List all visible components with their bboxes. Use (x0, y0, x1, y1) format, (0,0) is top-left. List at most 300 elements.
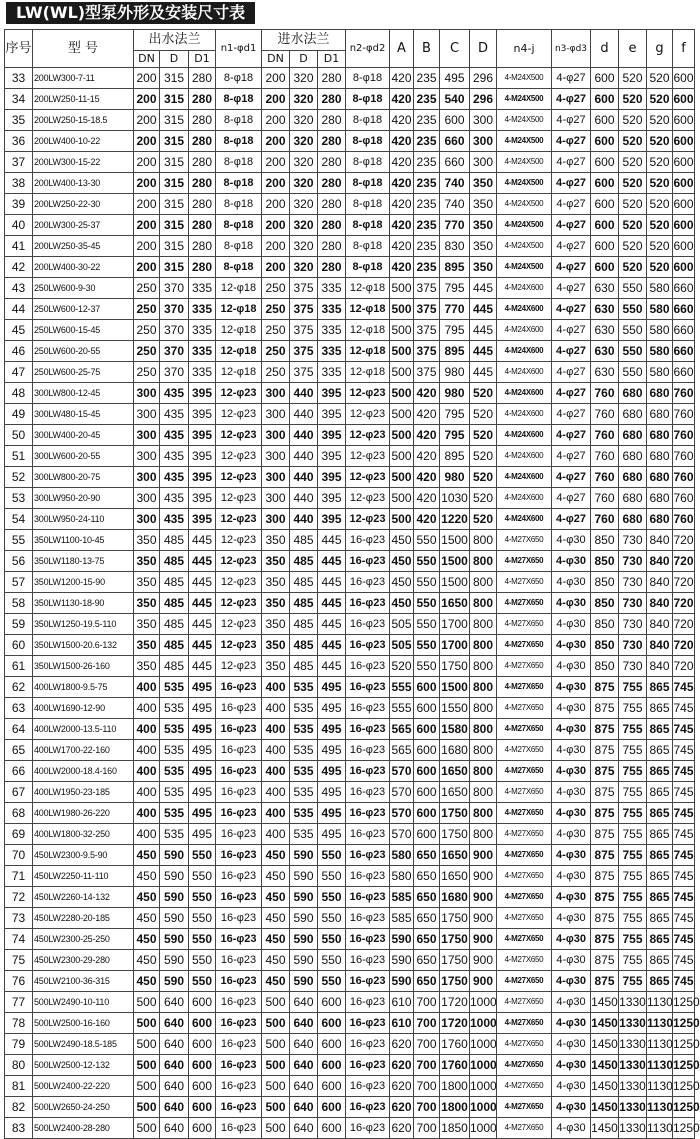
cell-g: 840 (647, 656, 673, 677)
cell-seq: 68 (5, 803, 33, 824)
cell-outlet-d: 370 (160, 341, 189, 362)
cell-b: 375 (414, 341, 440, 362)
cell-model: 500LW2400-22-220 (33, 1076, 134, 1097)
cell-outlet-dn: 400 (134, 761, 160, 782)
cell-n4: 4-M24X600 (497, 299, 552, 320)
cell-outlet-d: 640 (160, 1097, 189, 1118)
cell-n3: 4-φ27 (552, 341, 591, 362)
cell-n2: 16-φ23 (346, 740, 390, 761)
cell-g: 865 (647, 782, 673, 803)
cell-n2: 16-φ23 (346, 572, 390, 593)
table-row (5, 782, 695, 803)
cell-n2: 12-φ18 (346, 341, 390, 362)
cell-seq: 76 (5, 971, 33, 992)
cell-inlet-d1: 445 (318, 614, 346, 635)
cell-seq: 45 (5, 320, 33, 341)
cell-inlet-d1: 280 (318, 110, 346, 131)
table-row (5, 299, 695, 320)
cell-n4: 4-M24X500 (497, 131, 552, 152)
cell-n3: 4-φ30 (552, 866, 591, 887)
cell-n3: 4-φ30 (552, 677, 591, 698)
cell-a: 505 (390, 635, 414, 656)
cell-outlet-d: 315 (160, 131, 189, 152)
cell-model: 350LW1130-18-90 (33, 593, 134, 614)
cell-d: 445 (470, 341, 497, 362)
cell-d-small: 1450 (591, 1097, 619, 1118)
cell-d-small: 600 (591, 194, 619, 215)
cell-n2: 16-φ23 (346, 824, 390, 845)
cell-n4: 4-M27X650 (497, 845, 552, 866)
cell-d: 520 (470, 425, 497, 446)
cell-outlet-dn: 400 (134, 719, 160, 740)
cell-inlet-dn: 250 (262, 320, 290, 341)
cell-inlet-dn: 400 (262, 824, 290, 845)
cell-inlet-d: 320 (290, 215, 318, 236)
cell-inlet-d: 320 (290, 131, 318, 152)
cell-n2: 16-φ23 (346, 530, 390, 551)
cell-d-small: 1450 (591, 1013, 619, 1034)
cell-n4: 4-M27X650 (497, 929, 552, 950)
cell-g: 1130 (647, 1097, 673, 1118)
cell-g: 865 (647, 908, 673, 929)
cell-outlet-dn: 500 (134, 1034, 160, 1055)
cell-e: 680 (619, 383, 647, 404)
cell-model: 200LW300-7-11 (33, 68, 134, 89)
cell-seq: 78 (5, 1013, 33, 1034)
cell-g: 865 (647, 698, 673, 719)
cell-d-small: 850 (591, 656, 619, 677)
cell-n4: 4-M27X650 (497, 950, 552, 971)
cell-c: 1700 (440, 614, 470, 635)
cell-outlet-dn: 350 (134, 635, 160, 656)
cell-outlet-d1: 445 (189, 614, 216, 635)
cell-model: 400LW1800-9.5-75 (33, 677, 134, 698)
cell-outlet-dn: 400 (134, 803, 160, 824)
cell-inlet-d: 535 (290, 761, 318, 782)
cell-inlet-dn: 250 (262, 362, 290, 383)
cell-n3: 4-φ30 (552, 824, 591, 845)
cell-d-small: 600 (591, 215, 619, 236)
cell-d: 800 (470, 761, 497, 782)
cell-n4: 4-M27X650 (497, 698, 552, 719)
cell-outlet-d1: 495 (189, 698, 216, 719)
cell-n4: 4-M24X600 (497, 341, 552, 362)
cell-outlet-d1: 395 (189, 467, 216, 488)
cell-e: 520 (619, 236, 647, 257)
cell-n1: 8-φ18 (216, 215, 262, 236)
cell-model: 500LW2650-24-250 (33, 1097, 134, 1118)
cell-outlet-dn: 500 (134, 1076, 160, 1097)
cell-n3: 4-φ27 (552, 488, 591, 509)
cell-outlet-d: 590 (160, 929, 189, 950)
cell-outlet-dn: 500 (134, 1118, 160, 1139)
cell-outlet-d: 435 (160, 446, 189, 467)
cell-outlet-d: 640 (160, 1013, 189, 1034)
cell-a: 555 (390, 698, 414, 719)
cell-n2: 16-φ23 (346, 656, 390, 677)
cell-model: 400LW1700-22-160 (33, 740, 134, 761)
cell-f: 745 (673, 824, 695, 845)
cell-inlet-d: 375 (290, 320, 318, 341)
table-row (5, 173, 695, 194)
cell-inlet-d: 320 (290, 89, 318, 110)
cell-g: 520 (647, 68, 673, 89)
cell-c: 795 (440, 425, 470, 446)
cell-n4: 4-M27X650 (497, 1118, 552, 1139)
cell-seq: 58 (5, 593, 33, 614)
cell-d: 445 (470, 320, 497, 341)
cell-outlet-d: 590 (160, 950, 189, 971)
cell-outlet-d: 315 (160, 152, 189, 173)
cell-inlet-d: 375 (290, 362, 318, 383)
cell-a: 500 (390, 467, 414, 488)
cell-inlet-d1: 395 (318, 509, 346, 530)
cell-n4: 4-M27X650 (497, 1097, 552, 1118)
cell-a: 420 (390, 89, 414, 110)
cell-outlet-dn: 350 (134, 656, 160, 677)
cell-seq: 65 (5, 740, 33, 761)
table-row (5, 362, 695, 383)
cell-g: 680 (647, 467, 673, 488)
cell-d: 350 (470, 215, 497, 236)
cell-inlet-d: 535 (290, 677, 318, 698)
cell-g: 1130 (647, 1013, 673, 1034)
cell-c: 660 (440, 131, 470, 152)
cell-b: 375 (414, 362, 440, 383)
table-row (5, 194, 695, 215)
cell-a: 450 (390, 572, 414, 593)
cell-b: 650 (414, 929, 440, 950)
cell-n2: 12-φ23 (346, 425, 390, 446)
cell-e: 550 (619, 299, 647, 320)
cell-n1: 8-φ18 (216, 152, 262, 173)
cell-outlet-d1: 445 (189, 635, 216, 656)
cell-d-small: 1450 (591, 1055, 619, 1076)
cell-g: 1130 (647, 1076, 673, 1097)
cell-n4: 4-M27X650 (497, 1055, 552, 1076)
cell-inlet-d1: 495 (318, 677, 346, 698)
cell-seq: 69 (5, 824, 33, 845)
cell-outlet-d: 640 (160, 992, 189, 1013)
cell-g: 865 (647, 866, 673, 887)
cell-d: 350 (470, 236, 497, 257)
cell-outlet-dn: 400 (134, 824, 160, 845)
cell-e: 520 (619, 257, 647, 278)
cell-outlet-d1: 280 (189, 215, 216, 236)
header-model: 型 号 (33, 30, 134, 68)
cell-n3: 4-φ30 (552, 572, 591, 593)
cell-inlet-d1: 395 (318, 383, 346, 404)
cell-d-small: 630 (591, 278, 619, 299)
cell-n2: 16-φ23 (346, 971, 390, 992)
cell-seq: 79 (5, 1034, 33, 1055)
cell-a: 620 (390, 1118, 414, 1139)
table-row (5, 845, 695, 866)
header-D: D (470, 30, 497, 68)
cell-outlet-d1: 280 (189, 257, 216, 278)
cell-model: 450LW2250-11-110 (33, 866, 134, 887)
cell-a: 620 (390, 1097, 414, 1118)
cell-c: 795 (440, 278, 470, 299)
cell-outlet-dn: 450 (134, 971, 160, 992)
cell-n3: 4-φ30 (552, 971, 591, 992)
cell-seq: 71 (5, 866, 33, 887)
cell-g: 1130 (647, 1055, 673, 1076)
cell-f: 1250 (673, 1118, 695, 1139)
cell-d: 900 (470, 845, 497, 866)
cell-outlet-d: 435 (160, 509, 189, 530)
cell-a: 565 (390, 740, 414, 761)
cell-d: 800 (470, 614, 497, 635)
table-row (5, 341, 695, 362)
cell-n1: 12-φ23 (216, 425, 262, 446)
cell-inlet-d: 485 (290, 530, 318, 551)
cell-b: 700 (414, 1055, 440, 1076)
cell-inlet-dn: 300 (262, 488, 290, 509)
cell-outlet-dn: 450 (134, 950, 160, 971)
cell-n4: 4-M27X650 (497, 614, 552, 635)
cell-g: 840 (647, 593, 673, 614)
cell-model: 350LW1100-10-45 (33, 530, 134, 551)
cell-outlet-d: 590 (160, 908, 189, 929)
cell-f: 600 (673, 68, 695, 89)
cell-seq: 47 (5, 362, 33, 383)
cell-e: 680 (619, 509, 647, 530)
cell-f: 600 (673, 257, 695, 278)
cell-outlet-dn: 400 (134, 677, 160, 698)
cell-n2: 8-φ18 (346, 131, 390, 152)
cell-n4: 4-M24X600 (497, 425, 552, 446)
cell-outlet-d1: 600 (189, 1076, 216, 1097)
table-row (5, 866, 695, 887)
cell-n3: 4-φ27 (552, 257, 591, 278)
cell-c: 1650 (440, 761, 470, 782)
cell-model: 500LW2500-12-132 (33, 1055, 134, 1076)
cell-outlet-d1: 280 (189, 236, 216, 257)
cell-seq: 72 (5, 887, 33, 908)
cell-g: 680 (647, 383, 673, 404)
cell-e: 680 (619, 467, 647, 488)
cell-f: 660 (673, 341, 695, 362)
header-C: C (440, 30, 470, 68)
cell-seq: 81 (5, 1076, 33, 1097)
cell-b: 600 (414, 782, 440, 803)
cell-f: 600 (673, 152, 695, 173)
cell-n3: 4-φ30 (552, 1076, 591, 1097)
table-row (5, 992, 695, 1013)
cell-n2: 12-φ18 (346, 299, 390, 320)
cell-n2: 16-φ23 (346, 1055, 390, 1076)
cell-outlet-dn: 200 (134, 110, 160, 131)
cell-d: 800 (470, 782, 497, 803)
cell-n1: 12-φ23 (216, 656, 262, 677)
cell-inlet-d: 535 (290, 719, 318, 740)
cell-model: 250LW600-12-37 (33, 299, 134, 320)
cell-a: 610 (390, 992, 414, 1013)
cell-d: 800 (470, 551, 497, 572)
cell-e: 520 (619, 89, 647, 110)
cell-n2: 16-φ23 (346, 908, 390, 929)
cell-outlet-d: 315 (160, 68, 189, 89)
cell-n4: 4-M27X650 (497, 971, 552, 992)
cell-g: 520 (647, 194, 673, 215)
cell-inlet-d1: 445 (318, 530, 346, 551)
cell-inlet-dn: 500 (262, 1055, 290, 1076)
cell-model: 200LW400-13-30 (33, 173, 134, 194)
cell-inlet-dn: 400 (262, 803, 290, 824)
table-row (5, 467, 695, 488)
cell-seq: 53 (5, 488, 33, 509)
cell-n2: 8-φ18 (346, 89, 390, 110)
cell-n3: 4-φ30 (552, 992, 591, 1013)
cell-outlet-dn: 500 (134, 992, 160, 1013)
cell-n2: 16-φ23 (346, 1013, 390, 1034)
cell-n3: 4-φ27 (552, 425, 591, 446)
cell-n4: 4-M27X650 (497, 740, 552, 761)
cell-d: 900 (470, 950, 497, 971)
cell-seq: 41 (5, 236, 33, 257)
cell-a: 590 (390, 929, 414, 950)
cell-inlet-dn: 450 (262, 845, 290, 866)
cell-outlet-d1: 280 (189, 131, 216, 152)
cell-inlet-dn: 200 (262, 68, 290, 89)
cell-d: 445 (470, 278, 497, 299)
cell-seq: 70 (5, 845, 33, 866)
cell-g: 865 (647, 740, 673, 761)
cell-n1: 12-φ23 (216, 572, 262, 593)
cell-n2: 16-φ23 (346, 635, 390, 656)
cell-inlet-dn: 450 (262, 887, 290, 908)
cell-n2: 8-φ18 (346, 215, 390, 236)
cell-inlet-d1: 495 (318, 740, 346, 761)
cell-n3: 4-φ30 (552, 782, 591, 803)
cell-outlet-d: 315 (160, 194, 189, 215)
cell-outlet-d: 485 (160, 635, 189, 656)
cell-n3: 4-φ27 (552, 509, 591, 530)
cell-seq: 36 (5, 131, 33, 152)
cell-e: 755 (619, 950, 647, 971)
cell-a: 500 (390, 278, 414, 299)
cell-inlet-d: 590 (290, 971, 318, 992)
cell-f: 720 (673, 635, 695, 656)
cell-outlet-d1: 600 (189, 1013, 216, 1034)
cell-e: 730 (619, 530, 647, 551)
cell-a: 505 (390, 614, 414, 635)
cell-d-small: 875 (591, 929, 619, 950)
cell-a: 570 (390, 803, 414, 824)
cell-f: 760 (673, 404, 695, 425)
cell-d: 800 (470, 677, 497, 698)
cell-d-small: 875 (591, 761, 619, 782)
cell-n2: 12-φ23 (346, 467, 390, 488)
cell-seq: 73 (5, 908, 33, 929)
cell-f: 745 (673, 908, 695, 929)
cell-a: 570 (390, 782, 414, 803)
header-B: B (414, 30, 440, 68)
cell-model: 450LW2100-36-315 (33, 971, 134, 992)
cell-model: 250LW600-20-55 (33, 341, 134, 362)
cell-n1: 16-φ23 (216, 677, 262, 698)
cell-inlet-d1: 550 (318, 950, 346, 971)
cell-d-small: 760 (591, 488, 619, 509)
cell-n4: 4-M27X650 (497, 866, 552, 887)
cell-b: 235 (414, 194, 440, 215)
cell-f: 760 (673, 383, 695, 404)
cell-outlet-d: 640 (160, 1034, 189, 1055)
cell-d: 1000 (470, 1055, 497, 1076)
cell-n4: 4-M24X600 (497, 404, 552, 425)
cell-d: 800 (470, 740, 497, 761)
cell-d: 350 (470, 194, 497, 215)
cell-inlet-dn: 450 (262, 929, 290, 950)
cell-n3: 4-φ30 (552, 1013, 591, 1034)
cell-c: 770 (440, 299, 470, 320)
cell-inlet-d: 535 (290, 740, 318, 761)
cell-n2: 16-φ23 (346, 1076, 390, 1097)
cell-model: 450LW2300-9.5-90 (33, 845, 134, 866)
cell-model: 200LW250-35-45 (33, 236, 134, 257)
cell-n4: 4-M27X650 (497, 593, 552, 614)
cell-inlet-dn: 200 (262, 194, 290, 215)
cell-outlet-d: 535 (160, 824, 189, 845)
page-title: LW(WL)型泵外形及安装尺寸表 (6, 2, 255, 24)
cell-n3: 4-φ30 (552, 761, 591, 782)
cell-seq: 49 (5, 404, 33, 425)
cell-g: 840 (647, 635, 673, 656)
cell-seq: 59 (5, 614, 33, 635)
cell-e: 1330 (619, 992, 647, 1013)
cell-outlet-dn: 500 (134, 1055, 160, 1076)
cell-outlet-d: 590 (160, 845, 189, 866)
cell-outlet-dn: 400 (134, 782, 160, 803)
cell-c: 895 (440, 341, 470, 362)
cell-c: 1760 (440, 1055, 470, 1076)
cell-inlet-dn: 200 (262, 173, 290, 194)
cell-a: 420 (390, 110, 414, 131)
cell-c: 1500 (440, 530, 470, 551)
cell-inlet-d1: 495 (318, 782, 346, 803)
cell-model: 250LW600-15-45 (33, 320, 134, 341)
cell-f: 745 (673, 887, 695, 908)
cell-outlet-d: 315 (160, 110, 189, 131)
cell-c: 1750 (440, 824, 470, 845)
cell-model: 350LW1500-26-160 (33, 656, 134, 677)
cell-c: 1650 (440, 782, 470, 803)
cell-e: 680 (619, 488, 647, 509)
cell-inlet-d: 485 (290, 614, 318, 635)
dimension-table (4, 29, 700, 1139)
cell-f: 720 (673, 551, 695, 572)
cell-a: 420 (390, 236, 414, 257)
cell-inlet-dn: 250 (262, 341, 290, 362)
cell-f: 1250 (673, 992, 695, 1013)
cell-d-small: 630 (591, 320, 619, 341)
cell-d-small: 630 (591, 299, 619, 320)
cell-outlet-dn: 300 (134, 446, 160, 467)
cell-outlet-dn: 350 (134, 530, 160, 551)
table-row (5, 950, 695, 971)
cell-n1: 12-φ18 (216, 278, 262, 299)
cell-outlet-d1: 395 (189, 404, 216, 425)
cell-n1: 16-φ23 (216, 1055, 262, 1076)
cell-n2: 16-φ23 (346, 1118, 390, 1139)
cell-seq: 57 (5, 572, 33, 593)
cell-inlet-d1: 395 (318, 404, 346, 425)
cell-inlet-d: 590 (290, 887, 318, 908)
cell-c: 1750 (440, 803, 470, 824)
cell-inlet-d: 640 (290, 1055, 318, 1076)
cell-outlet-dn: 250 (134, 278, 160, 299)
